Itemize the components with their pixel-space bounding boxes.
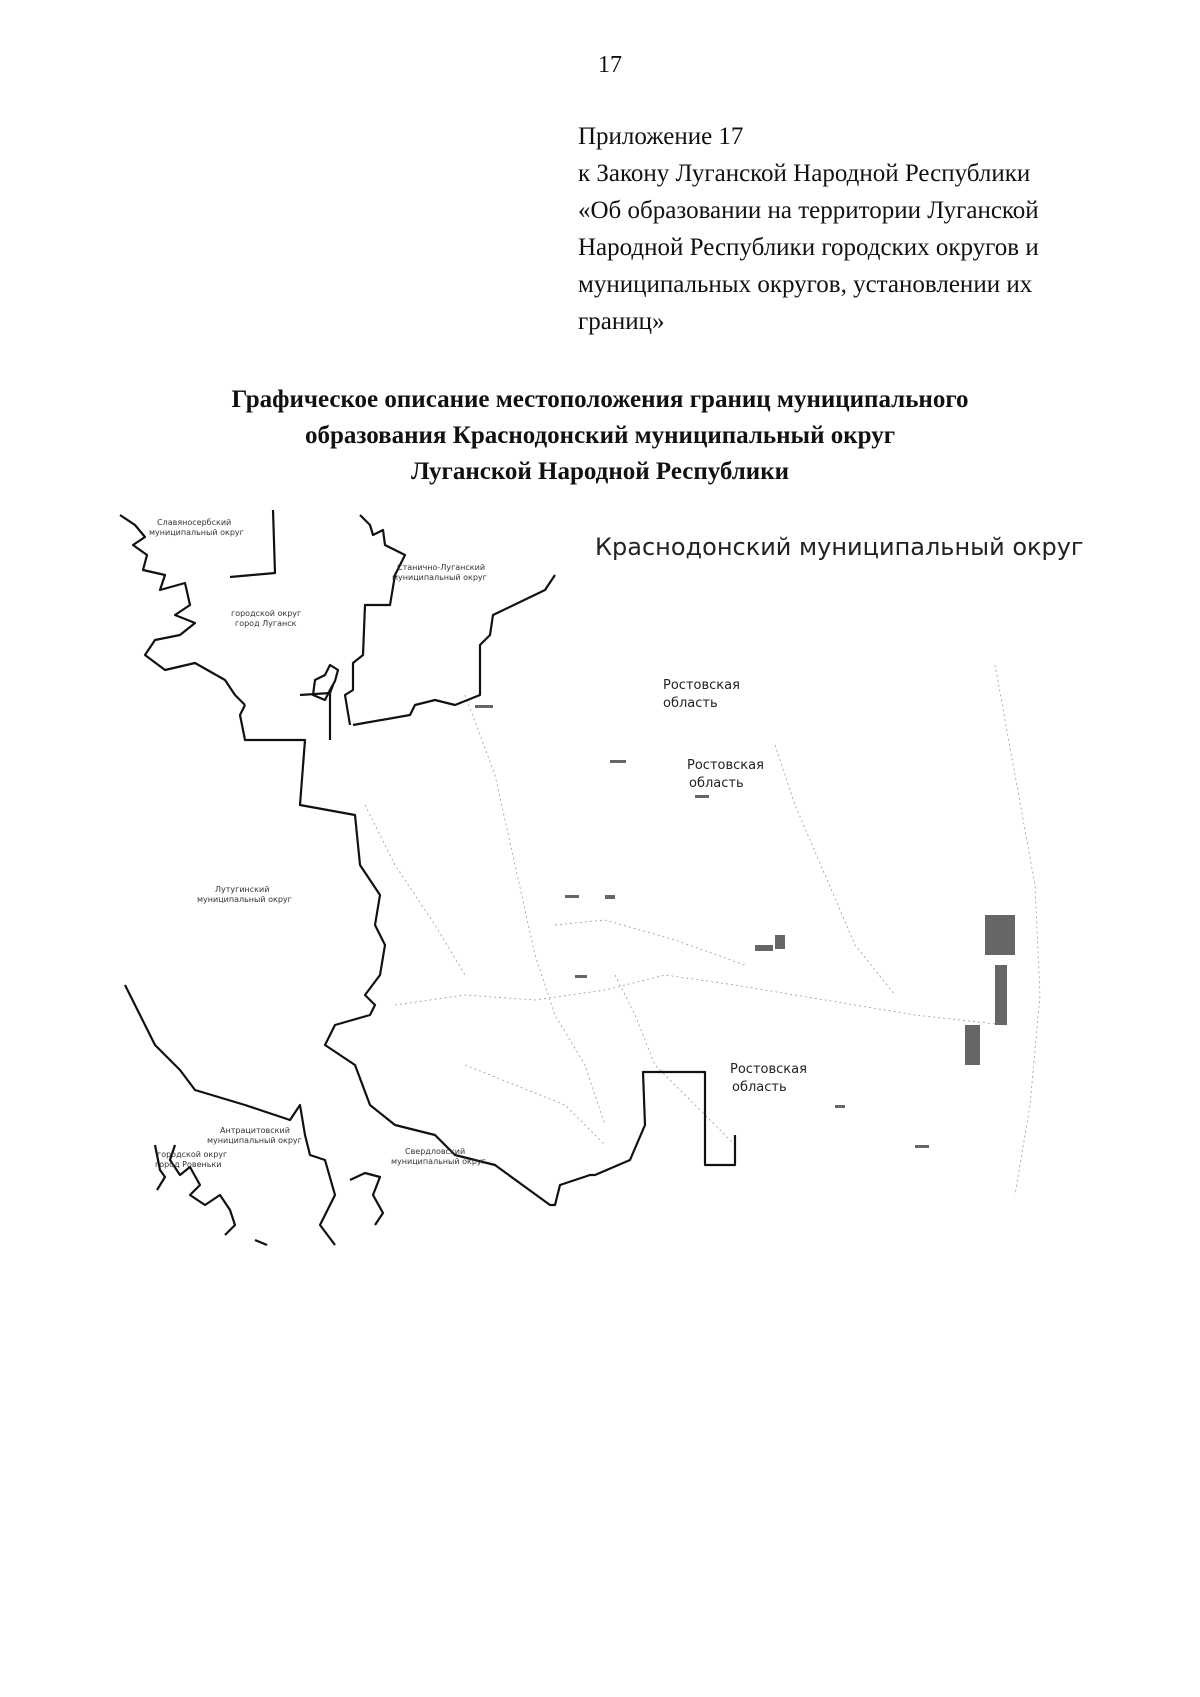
appendix-line: «Об образовании на территории Луганской bbox=[578, 197, 1039, 224]
svg-text:город Луганск: город Луганск bbox=[235, 619, 297, 628]
title-line: Графическое описание местоположения границ муниципального bbox=[231, 386, 969, 413]
svg-text:Ростовская: Ростовская bbox=[687, 758, 764, 773]
svg-text:Станично-Луганский: Станично-Луганский bbox=[397, 563, 486, 572]
appendix-line: Приложение 17 bbox=[578, 123, 744, 150]
label-sverdlovsk bbox=[391, 1147, 486, 1166]
appendix-line: Народной Республики городских округов и bbox=[578, 234, 1039, 261]
title-line: Луганской Народной Республики bbox=[410, 458, 790, 485]
page-number: 17 bbox=[598, 52, 622, 78]
svg-text:Лутугинский: Лутугинский bbox=[215, 885, 270, 894]
svg-text:Славяносербский: Славяносербский bbox=[157, 518, 232, 527]
svg-text:город Ровеньки: город Ровеньки bbox=[155, 1160, 222, 1169]
label-rostov-3 bbox=[730, 1062, 807, 1095]
document-title bbox=[150, 382, 1050, 490]
title-line: образования Краснодонский муниципальный округ bbox=[304, 422, 896, 449]
svg-text:муниципальный округ: муниципальный округ bbox=[207, 1136, 302, 1145]
label-rostov-2 bbox=[687, 758, 764, 791]
appendix-line: к Закону Луганской Народной Республики bbox=[578, 160, 1031, 187]
map-boundaries bbox=[120, 510, 735, 1245]
svg-text:Ростовская: Ростовская bbox=[730, 1062, 807, 1077]
map-roads bbox=[365, 665, 1040, 1195]
label-lugansk-city bbox=[231, 609, 301, 628]
label-lutugino bbox=[197, 885, 292, 904]
svg-text:Ростовская: Ростовская bbox=[663, 678, 740, 693]
label-rostov-1 bbox=[663, 678, 740, 711]
label-rovenki-city bbox=[155, 1150, 227, 1169]
svg-text:область: область bbox=[663, 696, 718, 711]
svg-text:Антрацитовский: Антрацитовский bbox=[220, 1126, 290, 1135]
svg-text:муниципальный округ: муниципальный округ bbox=[197, 895, 292, 904]
label-stanichno-lugansk bbox=[392, 563, 487, 582]
svg-text:городской округ: городской округ bbox=[231, 609, 302, 618]
svg-text:муниципальный округ: муниципальный округ bbox=[392, 573, 487, 582]
label-antratsit bbox=[207, 1126, 302, 1145]
svg-text:Свердловский: Свердловский bbox=[405, 1147, 466, 1156]
appendix-line: муниципальных округов, установлении их bbox=[578, 271, 1033, 298]
svg-text:городской округ: городской округ bbox=[157, 1150, 228, 1159]
svg-text:область: область bbox=[689, 776, 744, 791]
appendix-line: границ» bbox=[578, 308, 665, 335]
svg-text:область: область bbox=[732, 1080, 787, 1095]
svg-text:муниципальный округ: муниципальный округ bbox=[149, 528, 244, 537]
boundary-map bbox=[135, 518, 1115, 1315]
appendix-note bbox=[578, 118, 1138, 340]
map-title: Краснодонский муниципальный округ bbox=[595, 533, 1084, 561]
label-slavyanoserbsk bbox=[149, 518, 244, 537]
svg-text:муниципальный округ: муниципальный округ bbox=[391, 1157, 486, 1166]
